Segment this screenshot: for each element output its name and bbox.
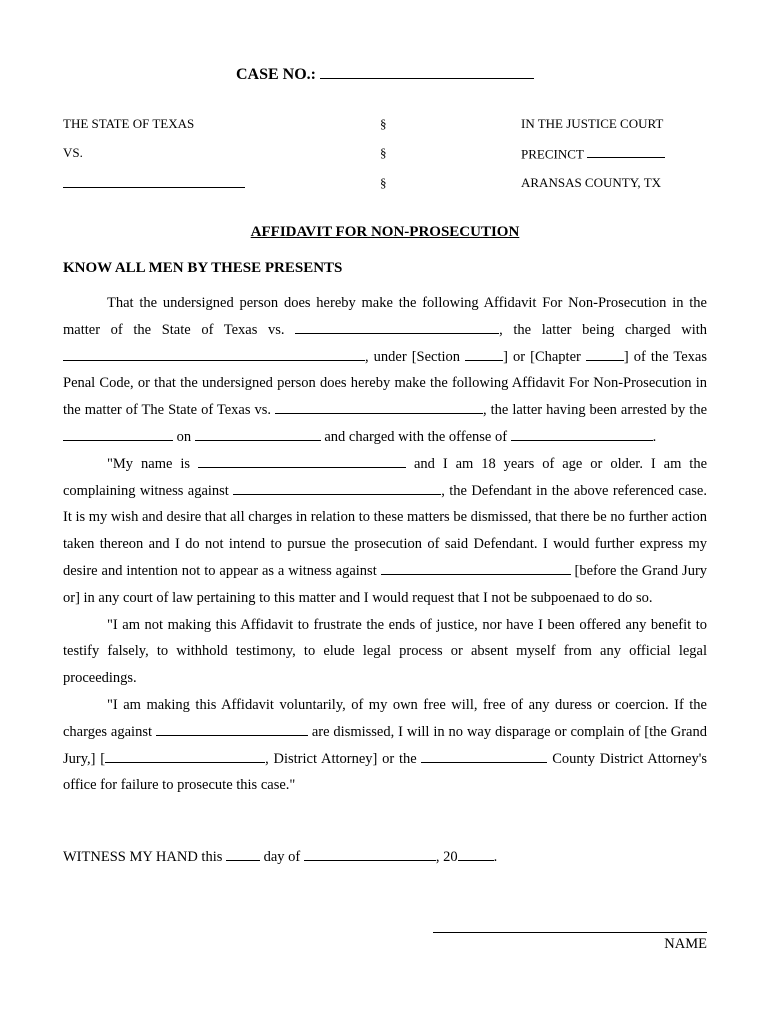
caption-state: THE STATE OF TEXAS	[63, 116, 195, 131]
caption-precinct	[521, 145, 665, 162]
caption-vs: VS.	[63, 145, 83, 160]
paragraph-4-text: County District Attorney's office for failure to prosecute this case."	[63, 750, 707, 794]
charge-field[interactable]	[63, 346, 365, 361]
witness-text: , 20	[435, 848, 458, 865]
paragraph-1-text: on	[176, 428, 192, 445]
day-field[interactable]	[226, 846, 260, 861]
district-attorney-field[interactable]	[105, 748, 265, 763]
caption-defendant	[63, 175, 245, 192]
precinct-label: PRECINCT	[521, 146, 584, 162]
witness-text: day of	[263, 848, 301, 865]
precinct-field[interactable]	[587, 145, 665, 158]
paragraph-3: "I am not making this Affidavit to frustrate the ends of justice, nor have I been offered any benefit to testify falsely, to withhold testimony, to elude legal process or absent myself from any official legal proceedings.	[63, 616, 707, 687]
witness-line	[63, 846, 497, 866]
paragraph-2-text: [before the Grand Jury or] in any court of law pertaining to this matter and I would request that I not be subpoenaed to do so.	[63, 562, 708, 606]
paragraph-2-text: "My name is	[107, 455, 191, 472]
paragraph-4	[63, 692, 707, 799]
caption-court: IN THE JUSTICE COURT	[521, 116, 664, 131]
paragraph-4-text: "I am making this Affidavit voluntarily, of my own free will, free of any duress or coercion. If the charges against	[63, 696, 707, 740]
month-field[interactable]	[304, 846, 436, 861]
section-symbol: §	[380, 116, 387, 131]
paragraph-1-text: ] or [Chapter	[503, 348, 581, 365]
case-number-label: CASE NO.:	[235, 66, 316, 84]
chapter-number-field[interactable]	[586, 346, 624, 361]
paragraph-1-text: , the latter having been arrested by the	[483, 402, 708, 419]
case-number-line	[0, 63, 770, 84]
know-all-heading: KNOW ALL MEN BY THESE PRESENTS	[63, 260, 343, 276]
paragraph-1-text: , under [Section	[365, 348, 461, 365]
offense-field[interactable]	[511, 426, 653, 441]
caption-county: ARANSAS COUNTY, TX	[521, 175, 662, 190]
signature-line[interactable]	[433, 932, 707, 933]
paragraph-2-text: and I am 18 years of age or older. I am the complaining witness against	[63, 455, 708, 499]
county-field[interactable]	[421, 748, 547, 763]
year-field[interactable]	[458, 846, 494, 861]
case-number-field[interactable]	[320, 63, 534, 79]
section-symbol: §	[380, 175, 387, 190]
affidavit-body	[63, 290, 707, 799]
paragraph-2	[63, 451, 707, 612]
paragraph-1-text: .	[652, 428, 657, 445]
section-symbol: §	[380, 145, 387, 160]
paragraph-1-text: ] of the Texas Penal Code, or that the undersigned person does hereby make the following Affidavit For Non-Prosecution in the matter of The State of Texas vs.	[63, 348, 707, 419]
arrested-name-field[interactable]	[275, 399, 483, 414]
arresting-agency-field[interactable]	[63, 426, 173, 441]
section-number-field[interactable]	[465, 346, 503, 361]
defendant-field[interactable]	[233, 480, 441, 495]
witness-text: .	[493, 848, 498, 865]
witness-text: WITNESS MY HAND this	[63, 848, 223, 865]
charges-against-field[interactable]	[156, 721, 308, 736]
paragraph-4-text: , District Attorney] or the	[265, 750, 417, 767]
paragraph-4-text: are dismissed, I will in no way disparage or complain of [the Grand Jury,] [	[63, 723, 707, 767]
paragraph-1-text: and charged with the offense of	[324, 428, 508, 445]
state-vs-name-field[interactable]	[295, 319, 499, 334]
defendant-name-field[interactable]	[63, 175, 245, 188]
paragraph-1	[63, 290, 707, 451]
arrest-date-field[interactable]	[195, 426, 321, 441]
witness-against-field[interactable]	[381, 560, 571, 575]
paragraph-1-text: That the undersigned person does hereby make the following Affidavit For Non-Prosecution in the matter of the State of Texas vs.	[63, 295, 707, 338]
affiant-name-field[interactable]	[198, 453, 406, 468]
paragraph-2-text: , the Defendant in the above referenced case. It is my wish and desire that all charges in relation to these matters be dismissed, that there be no further action taken thereon and I do not intend to pursue the prosecution of said Defendant. I would further express my desire and intention not to appear as a witness against	[63, 482, 707, 579]
signature-name-label: NAME	[664, 936, 707, 952]
paragraph-1-text: , the latter being charged with	[499, 321, 708, 338]
document-title: AFFIDAVIT FOR NON-PROSECUTION	[250, 224, 520, 240]
